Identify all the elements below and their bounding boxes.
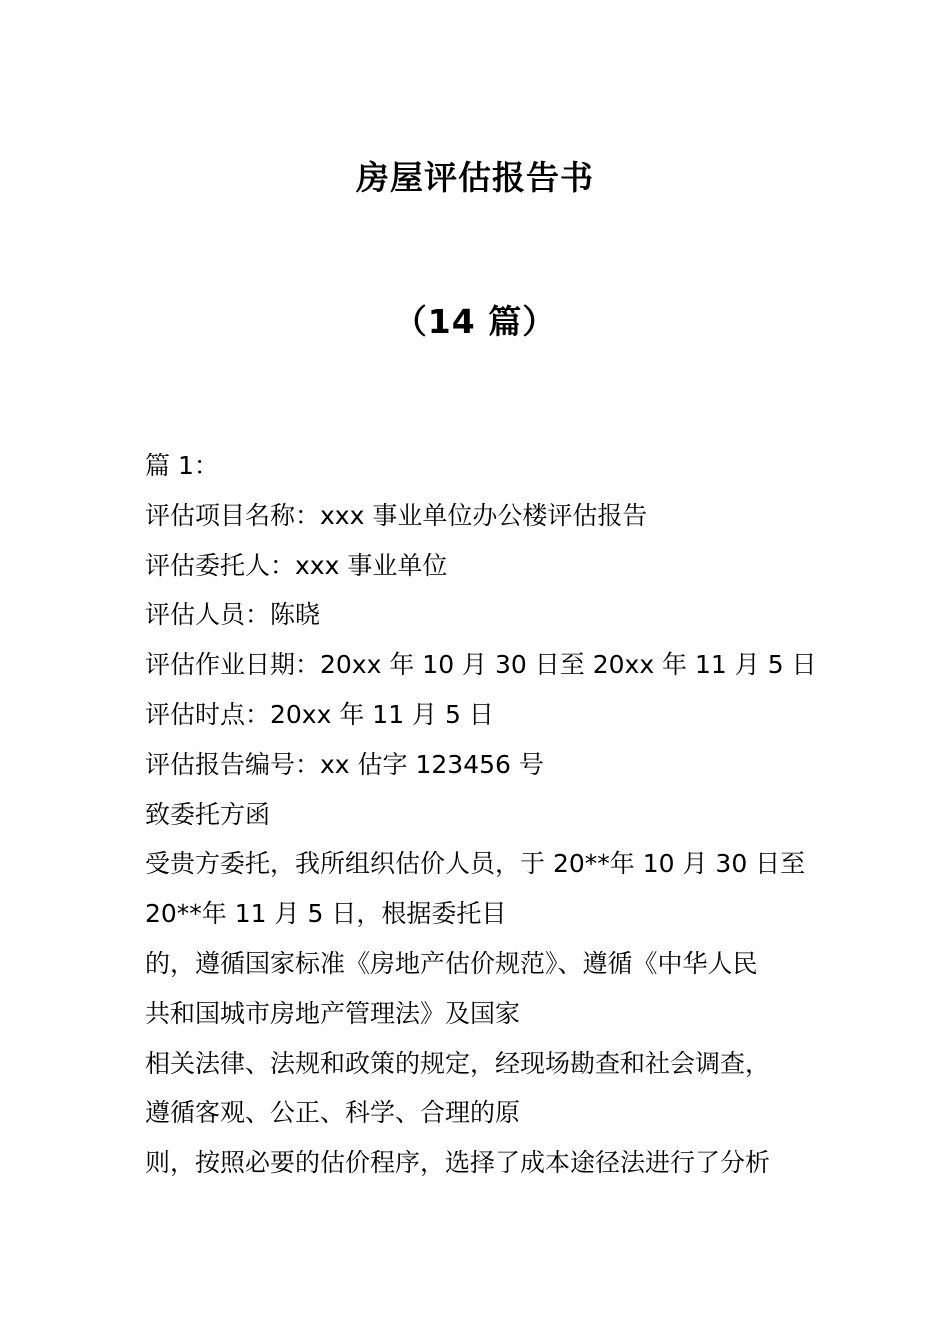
- document-body: [145, 441, 815, 1188]
- paragraph-line: 共和国城市房地产管理法》及国家: [145, 998, 521, 1028]
- project-name-line: 评估项目名称：xxx 事业单位办公楼评估报告: [145, 500, 648, 530]
- client-line: 评估委托人：xxx 事业单位: [145, 550, 448, 580]
- appraiser-line: 评估人员：陈晓: [145, 600, 321, 630]
- paragraph-line: 则，按照必要的估价程序，选择了成本途径法进行了分析: [145, 1148, 771, 1178]
- paragraph-line: 20**年 11 月 5 日，根据委托目: [145, 899, 507, 929]
- document-title: 房屋评估报告书: [356, 158, 594, 197]
- work-date-line: 评估作业日期：20xx 年 10 月 30 日至 20xx 年 11 月 5 日: [145, 650, 817, 680]
- paragraph-line: 相关法律、法规和政策的规定，经现场勘查和社会调查，: [145, 1048, 771, 1078]
- paragraph-line: 的，遵循国家标准《房地产估价规范》、遵循《中华人民: [145, 948, 758, 978]
- report-number-line: 评估报告编号：xx 估字 123456 号: [145, 749, 544, 779]
- section-heading: 篇 1：: [145, 451, 219, 480]
- paragraph-line: 遵循客观、公正、科学、合理的原: [145, 1098, 521, 1128]
- document-subtitle: （14 篇）: [393, 302, 557, 341]
- paragraph-line: 受贵方委托，我所组织估价人员，于 20**年 10 月 30 日至: [145, 849, 806, 879]
- valuation-date-line: 评估时点：20xx 年 11 月 5 日: [145, 699, 494, 729]
- letter-heading: 致委托方函: [145, 799, 271, 829]
